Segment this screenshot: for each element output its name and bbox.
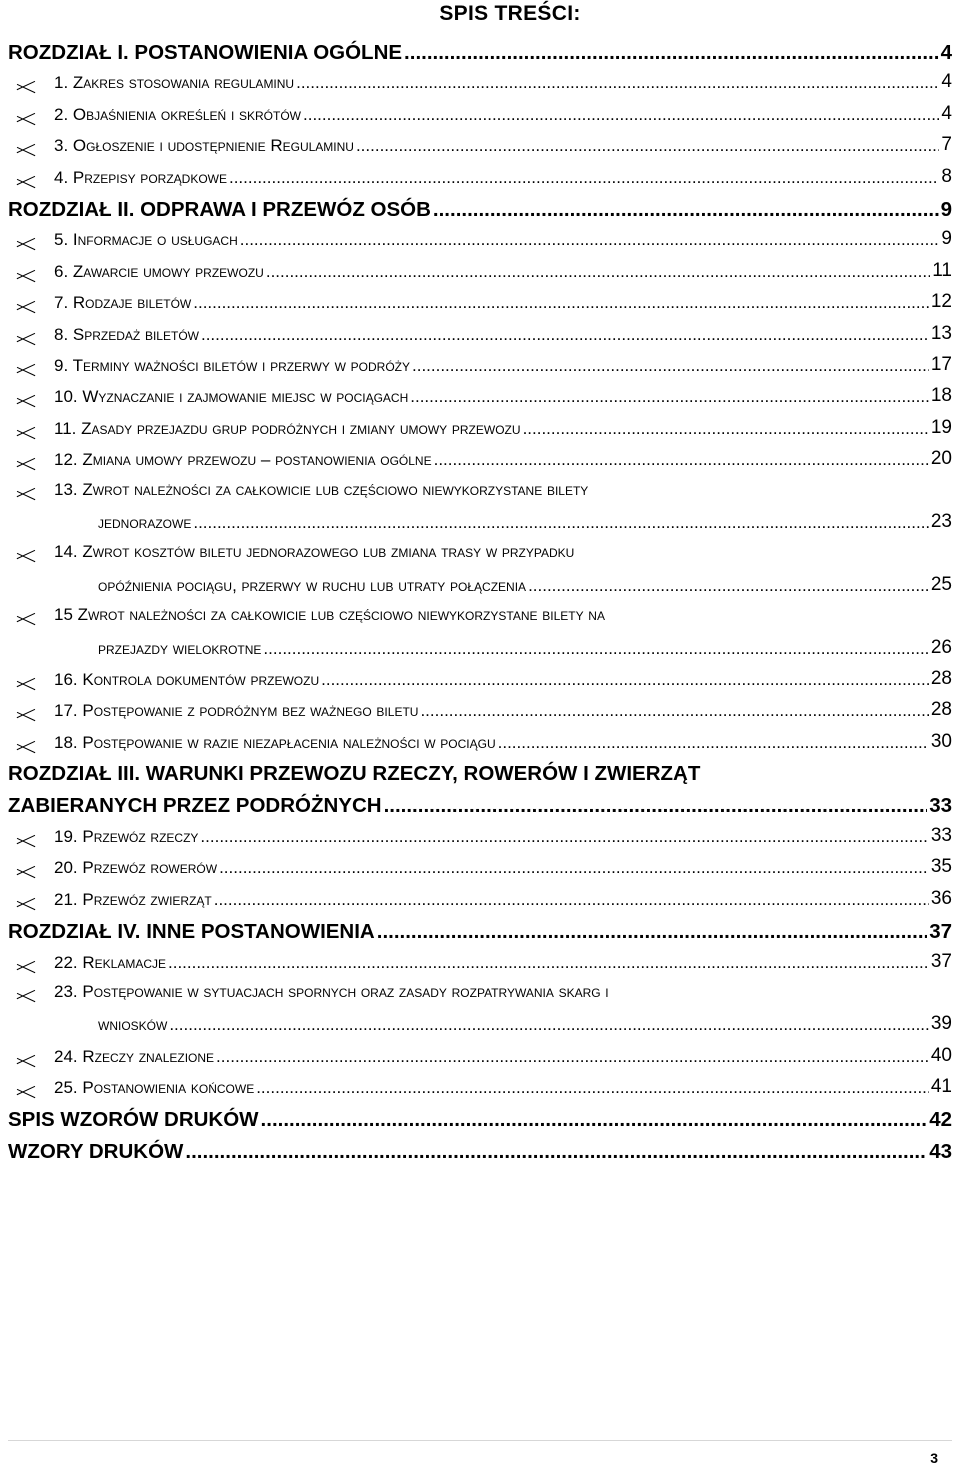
arrow-bullet-icon [16,739,36,753]
dot-leader [384,794,928,819]
toc-section-row[interactable] [8,228,952,250]
dot-leader [356,136,939,156]
arrow-bullet-icon [16,548,36,562]
dot-leader [404,40,939,65]
dot-leader [434,450,929,470]
dot-leader [216,1046,929,1066]
toc-page-number: 4 [941,102,952,124]
toc-entry-label: 18. Postępowanie w razie niezapłacenia należności w pociągu [54,732,496,752]
toc-entry-label: 16. Kontrola dokumentów przewozu [54,670,320,689]
toc-section-row[interactable] [8,323,952,345]
dot-leader [201,324,929,344]
dot-leader [229,167,939,187]
toc-page-number: 36 [930,887,952,909]
toc-entry-label: 21. Przewóz zwierząt [54,889,212,909]
dot-leader [528,575,929,595]
toc-page-number: 4 [941,71,952,93]
toc-page-number: 26 [930,636,952,658]
toc-section-line[interactable] [8,605,952,625]
toc-entry-label: 8. Sprzedaż biletów [54,324,199,344]
toc-section-row[interactable] [8,103,952,125]
arrow-bullet-icon [16,174,36,188]
dot-leader [410,387,929,407]
toc-entry-label: 11. Zasady przejazdu grup podróżnych i zmiany umowy przewozu [54,418,521,438]
dot-leader [296,73,939,93]
arrow-bullet-icon [16,236,36,250]
toc-entry-continuation[interactable] [98,1013,952,1035]
dot-leader [377,919,927,944]
toc-page-number: 28 [930,668,952,689]
toc-section-row[interactable] [8,260,952,282]
arrow-bullet-icon [16,611,36,625]
arrow-bullet-icon [16,268,36,282]
toc-section-row[interactable] [8,951,952,973]
toc-page-number: 39 [930,1013,952,1035]
dot-leader [433,197,939,222]
toc-chapter-row[interactable] [8,1139,952,1164]
toc-section-row[interactable] [8,888,952,910]
toc-section-row[interactable] [8,668,952,690]
dot-leader [193,513,929,533]
toc-entry-label: 1. Zakres stosowania regulaminu [54,73,295,93]
toc-entry-label: 25. Postanowienia końcowe [54,1078,255,1098]
dot-leader [256,1078,929,1098]
toc-entry-label: 4. Przepisy porządkowe [54,167,227,187]
toc-page-number: 33 [929,794,952,818]
arrow-bullet-icon [16,486,36,500]
dot-leader [412,356,929,376]
toc-entry-continuation[interactable] [98,637,952,659]
toc-section-row[interactable] [8,856,952,878]
footer-page-number: 3 [930,1450,938,1466]
toc-page-number: 11 [932,259,952,281]
toc-page-number: 23 [930,511,952,532]
toc-entry-continuation[interactable] [98,511,952,533]
toc-entry-label: 2. Objaśnienia określeń i skrótów [54,104,302,124]
toc-chapter-row[interactable] [8,197,952,222]
dot-leader [261,1108,928,1133]
toc-section-row[interactable] [8,1076,952,1098]
toc-section-row[interactable] [8,385,952,407]
arrow-bullet-icon [16,864,36,878]
dot-leader [240,230,940,250]
toc-entry-continuation-label: wniosków [98,1015,168,1035]
arrow-bullet-icon [16,79,36,93]
dot-leader [303,104,939,124]
toc-entry-label: 23. Postępowanie w sytuacjach spornych oraz zasady rozpatrywania skarg i [54,982,609,1001]
toc-section-row[interactable] [8,448,952,470]
toc-section-row[interactable] [8,731,952,753]
toc-page-number: 19 [930,416,952,438]
dot-leader [214,889,929,909]
arrow-bullet-icon [16,896,36,910]
toc-section-row[interactable] [8,825,952,847]
arrow-bullet-icon [16,1084,36,1098]
toc-entry-label: 12. Zmiana umowy przewozu – postanowienia ogólne [54,450,432,470]
toc-entry-label: 24. Rzeczy znalezione [54,1046,215,1066]
dot-leader [263,638,928,658]
arrow-bullet-icon [16,676,36,690]
toc-entry-continuation-label: ZABIERANYCH PRZEZ PODRÓŻNYCH [8,794,382,818]
toc-entry-label: 3. Ogłoszenie i udostępnienie Regulaminu [54,136,354,156]
dot-leader [200,827,928,847]
toc-entry-label: ROZDZIAŁ I. POSTANOWIENIA OGÓLNE [8,40,403,64]
toc-page-number: 42 [929,1108,952,1132]
toc-section-row[interactable] [8,354,952,376]
toc-section-row[interactable] [8,699,952,721]
toc-entry-label: ROZDZIAŁ IV. INNE POSTANOWIENIA [8,919,375,943]
dot-leader [420,701,928,721]
toc-section-line[interactable] [8,542,952,562]
arrow-bullet-icon [16,331,36,345]
toc-entry-label: 6. Zawarcie umowy przewozu [54,261,264,281]
toc-entry-label: 22. Reklamacje [54,952,166,972]
arrow-bullet-icon [16,959,36,973]
dot-leader [168,952,929,972]
toc-entry-label: 13. Zwrot należności za całkowicie lub częściowo niewykorzystane bilety [54,479,589,499]
arrow-bullet-icon [16,833,36,847]
toc-chapter-line[interactable] [8,762,952,786]
toc-chapter-row[interactable] [8,40,952,65]
toc-entry-continuation-label: opóźnienia pociągu, przerwy w ruchu lub utraty połączenia [98,575,527,595]
arrow-bullet-icon [16,299,36,313]
toc-entry-continuation[interactable] [8,794,952,819]
toc-section-row[interactable] [8,417,952,439]
toc-entry-label: SPIS WZORÓW DRUKÓW [8,1108,259,1132]
toc-section-row[interactable] [8,291,952,313]
toc-page-number: 8 [941,165,952,187]
toc-entry-continuation-label: przejazdy wielokrotne [98,638,262,658]
toc-section-line[interactable] [8,480,952,500]
toc-page-number: 12 [930,291,952,313]
arrow-bullet-icon [16,1053,36,1067]
footer-divider [8,1440,952,1441]
toc-chapter-row[interactable] [8,1108,952,1133]
toc-page-number: 25 [930,573,952,595]
arrow-bullet-icon [16,142,36,156]
toc-section-row[interactable] [8,71,952,93]
arrow-bullet-icon [16,362,36,376]
toc-section-row[interactable] [8,1045,952,1067]
dot-leader [266,261,930,281]
toc-page-number: 28 [930,699,952,721]
toc-page-number: 37 [930,950,952,972]
toc-page-number: 18 [930,385,952,407]
dot-leader [321,670,929,690]
toc-entry-continuation[interactable] [98,574,952,596]
toc-entry-label: 10. Wyznaczanie i zajmowanie miejsc w pociągach [54,387,409,407]
toc-entry-label: 19. Przewóz rzeczy [54,827,199,846]
toc-entry-label: 5. Informacje o usługach [54,230,238,250]
toc-entry-label: WZORY DRUKÓW [8,1139,184,1163]
toc-page-number: 9 [941,228,952,250]
toc-page-number: 20 [930,448,952,470]
toc-page-number: 17 [930,354,952,375]
dot-leader [185,1139,927,1164]
dot-leader [523,418,929,438]
toc-page-number: 9 [940,197,952,221]
arrow-bullet-icon [16,707,36,721]
toc-page-number: 33 [930,825,952,846]
toc-page-number: 41 [930,1076,952,1098]
toc-section-row[interactable] [8,134,952,156]
toc-entry-label: 14. Zwrot kosztów biletu jednorazowego lub zmiana trasy w przypadku [54,542,575,562]
arrow-bullet-icon [16,111,36,125]
toc-section-row[interactable] [8,166,952,188]
toc-page-number: 30 [930,730,952,752]
toc-entry-label: 17. Postępowanie z podróżnym bez ważnego biletu [54,701,419,721]
toc-entry-label: 9. Terminy ważności biletów i przerwy w podróży [54,356,410,375]
toc-chapter-row[interactable] [8,919,952,944]
toc-page-number: 35 [930,856,952,878]
dot-leader [169,1015,929,1035]
toc-title: SPIS TREŚCI: [439,2,581,25]
toc-entry-label: 20. Przewóz rowerów [54,858,218,878]
dot-leader [219,858,929,878]
toc-page-number: 40 [930,1044,952,1066]
dot-leader [193,293,929,313]
toc-page-number: 4 [940,40,952,64]
arrow-bullet-icon [16,393,36,407]
toc-page-number: 7 [941,134,952,156]
toc-page-number: 37 [929,919,952,943]
toc-entry-label: 15 Zwrot należności za całkowicie lub częściowo niewykorzystane bilety na [54,605,605,625]
toc-section-line[interactable] [8,982,952,1002]
toc-page-number: 13 [930,322,952,344]
toc-entry-continuation-label: jednorazowe [98,513,192,532]
arrow-bullet-icon [16,425,36,439]
arrow-bullet-icon [16,456,36,470]
toc-entry-label: ROZDZIAŁ II. ODPRAWA I PRZEWÓZ OSÓB [8,197,431,221]
arrow-bullet-icon [16,988,36,1002]
toc-entry-label: ROZDZIAŁ III. WARUNKI PRZEWOZU RZECZY, ROWERÓW I ZWIERZĄT [8,762,701,786]
toc-page-number: 43 [929,1139,952,1163]
toc-entry-label: 7. Rodzaje biletów [54,293,192,313]
dot-leader [498,732,929,752]
